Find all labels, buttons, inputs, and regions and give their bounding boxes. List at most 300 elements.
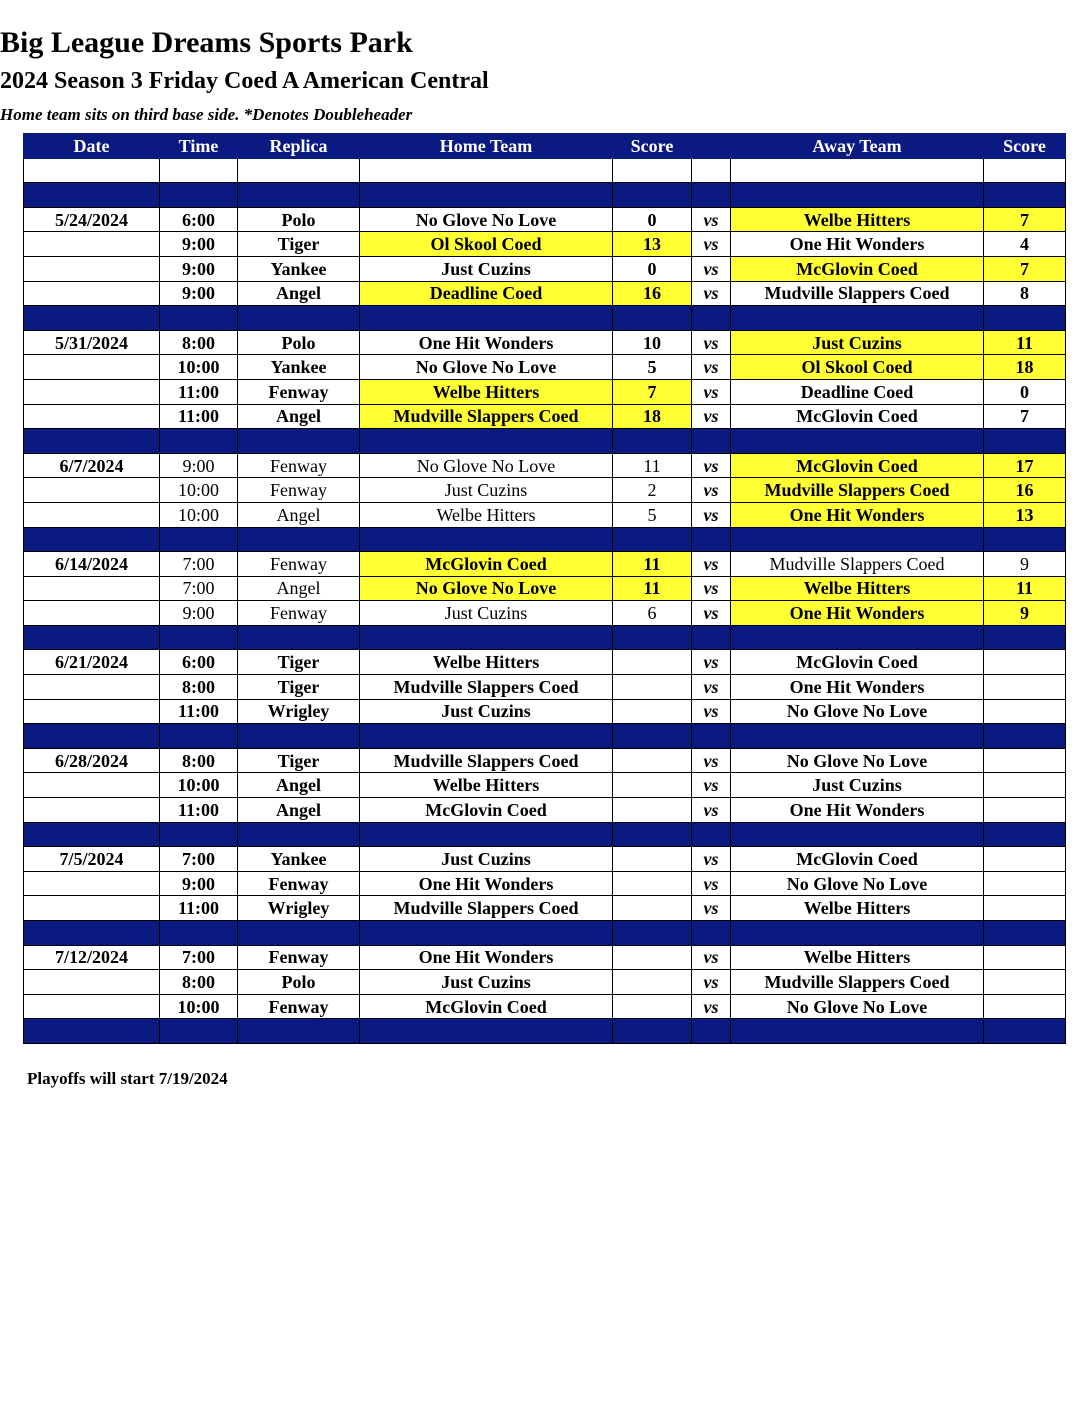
home-team-cell: McGlovin Coed (360, 552, 613, 577)
vs-cell: vs (692, 847, 731, 872)
date-cell (24, 404, 160, 429)
vs-cell: vs (692, 478, 731, 503)
away-team-cell: One Hit Wonders (731, 232, 984, 257)
replica-cell: Yankee (238, 847, 360, 872)
game-row (24, 207, 1066, 232)
home-score-cell (613, 847, 692, 872)
game-row (24, 847, 1066, 872)
separator-cell (731, 429, 984, 454)
replica-cell: Fenway (238, 871, 360, 896)
vs-cell: vs (692, 453, 731, 478)
away-team-cell: Welbe Hitters (731, 896, 984, 921)
separator-cell (731, 625, 984, 650)
time-cell: 8:00 (160, 970, 238, 995)
game-row (24, 453, 1066, 478)
home-team-cell: Welbe Hitters (360, 650, 613, 675)
replica-cell: Angel (238, 576, 360, 601)
separator-cell (731, 724, 984, 749)
week-separator-row (24, 1019, 1066, 1044)
home-score-cell: 0 (613, 207, 692, 232)
separator-cell (24, 822, 160, 847)
vs-cell: vs (692, 330, 731, 355)
away-team-cell: Ol Skool Coed (731, 355, 984, 380)
separator-cell (984, 1019, 1066, 1044)
col-header-away-score: Score (984, 134, 1066, 159)
game-row (24, 871, 1066, 896)
replica-cell: Wrigley (238, 699, 360, 724)
away-team-cell: Mudville Slappers Coed (731, 552, 984, 577)
time-cell: 9:00 (160, 232, 238, 257)
time-cell: 11:00 (160, 798, 238, 823)
date-cell: 6/14/2024 (24, 552, 160, 577)
time-cell: 7:00 (160, 847, 238, 872)
away-score-cell (984, 871, 1066, 896)
separator-cell (360, 921, 613, 946)
time-cell: 10:00 (160, 502, 238, 527)
away-score-cell: 8 (984, 281, 1066, 306)
separator-cell (160, 306, 238, 331)
away-score-cell: 11 (984, 576, 1066, 601)
game-row (24, 994, 1066, 1019)
separator-cell (613, 306, 692, 331)
game-row (24, 896, 1066, 921)
game-row (24, 945, 1066, 970)
vs-cell: vs (692, 798, 731, 823)
home-score-cell: 16 (613, 281, 692, 306)
game-row (24, 256, 1066, 281)
away-score-cell: 9 (984, 552, 1066, 577)
blank-cell (692, 158, 731, 183)
replica-cell: Fenway (238, 379, 360, 404)
date-cell (24, 798, 160, 823)
game-row (24, 478, 1066, 503)
replica-cell: Angel (238, 281, 360, 306)
separator-cell (24, 625, 160, 650)
separator-cell (692, 822, 731, 847)
replica-cell: Fenway (238, 552, 360, 577)
date-cell (24, 281, 160, 306)
vs-cell: vs (692, 404, 731, 429)
separator-cell (731, 306, 984, 331)
vs-cell: vs (692, 576, 731, 601)
date-cell (24, 478, 160, 503)
blank-cell (24, 158, 160, 183)
home-team-cell: Mudville Slappers Coed (360, 748, 613, 773)
separator-cell (613, 724, 692, 749)
separator-cell (360, 1019, 613, 1044)
separator-cell (238, 183, 360, 208)
replica-cell: Yankee (238, 256, 360, 281)
separator-cell (238, 625, 360, 650)
away-score-cell: 9 (984, 601, 1066, 626)
separator-cell (692, 429, 731, 454)
vs-cell: vs (692, 552, 731, 577)
vs-cell: vs (692, 650, 731, 675)
col-header-home-score: Score (613, 134, 692, 159)
time-cell: 9:00 (160, 871, 238, 896)
replica-cell: Fenway (238, 994, 360, 1019)
game-row (24, 379, 1066, 404)
blank-row (24, 158, 1066, 183)
home-score-cell: 5 (613, 355, 692, 380)
playoffs-note: Playoffs will start 7/19/2024 (27, 1069, 228, 1088)
vs-cell: vs (692, 970, 731, 995)
away-team-cell: Mudville Slappers Coed (731, 281, 984, 306)
separator-cell (360, 822, 613, 847)
home-score-cell: 2 (613, 478, 692, 503)
home-score-cell (613, 970, 692, 995)
home-team-cell: Ol Skool Coed (360, 232, 613, 257)
time-cell: 6:00 (160, 207, 238, 232)
game-row (24, 330, 1066, 355)
separator-cell (24, 724, 160, 749)
time-cell: 7:00 (160, 576, 238, 601)
home-team-cell: Just Cuzins (360, 478, 613, 503)
home-score-cell (613, 748, 692, 773)
game-row (24, 502, 1066, 527)
date-cell: 7/12/2024 (24, 945, 160, 970)
date-cell: 6/7/2024 (24, 453, 160, 478)
time-cell: 10:00 (160, 478, 238, 503)
col-header-time: Time (160, 134, 238, 159)
separator-cell (692, 306, 731, 331)
replica-cell: Tiger (238, 232, 360, 257)
date-cell: 7/5/2024 (24, 847, 160, 872)
separator-cell (731, 1019, 984, 1044)
separator-cell (24, 183, 160, 208)
separator-cell (613, 527, 692, 552)
separator-cell (160, 183, 238, 208)
home-team-cell: Just Cuzins (360, 256, 613, 281)
date-cell (24, 994, 160, 1019)
home-team-cell: Mudville Slappers Coed (360, 896, 613, 921)
replica-cell: Fenway (238, 453, 360, 478)
away-team-cell: No Glove No Love (731, 699, 984, 724)
week-separator-row (24, 527, 1066, 552)
separator-cell (613, 822, 692, 847)
date-cell (24, 675, 160, 700)
col-header-vs (692, 134, 731, 159)
separator-cell (613, 429, 692, 454)
away-team-cell: Mudville Slappers Coed (731, 478, 984, 503)
away-score-cell (984, 994, 1066, 1019)
blank-cell (360, 158, 613, 183)
vs-cell: vs (692, 232, 731, 257)
home-team-cell: No Glove No Love (360, 207, 613, 232)
separator-cell (692, 1019, 731, 1044)
time-cell: 7:00 (160, 945, 238, 970)
away-team-cell: No Glove No Love (731, 748, 984, 773)
vs-cell: vs (692, 601, 731, 626)
home-score-cell: 10 (613, 330, 692, 355)
home-score-cell (613, 994, 692, 1019)
separator-cell (360, 306, 613, 331)
time-cell: 7:00 (160, 552, 238, 577)
home-score-cell: 11 (613, 576, 692, 601)
time-cell: 8:00 (160, 748, 238, 773)
separator-cell (692, 527, 731, 552)
separator-cell (613, 1019, 692, 1044)
away-score-cell: 7 (984, 404, 1066, 429)
date-cell: 5/31/2024 (24, 330, 160, 355)
separator-cell (24, 527, 160, 552)
date-cell (24, 232, 160, 257)
home-score-cell: 5 (613, 502, 692, 527)
date-cell (24, 256, 160, 281)
home-score-cell (613, 896, 692, 921)
vs-cell: vs (692, 281, 731, 306)
away-score-cell: 7 (984, 207, 1066, 232)
separator-cell (613, 183, 692, 208)
away-score-cell: 13 (984, 502, 1066, 527)
date-cell (24, 871, 160, 896)
home-team-cell: Just Cuzins (360, 601, 613, 626)
away-team-cell: One Hit Wonders (731, 502, 984, 527)
col-header-home-team: Home Team (360, 134, 613, 159)
separator-cell (984, 527, 1066, 552)
separator-cell (238, 306, 360, 331)
vs-cell: vs (692, 773, 731, 798)
vs-cell: vs (692, 994, 731, 1019)
game-row (24, 748, 1066, 773)
replica-cell: Fenway (238, 945, 360, 970)
separator-cell (984, 921, 1066, 946)
date-cell: 6/28/2024 (24, 748, 160, 773)
away-score-cell (984, 896, 1066, 921)
away-team-cell: One Hit Wonders (731, 798, 984, 823)
away-score-cell (984, 699, 1066, 724)
vs-cell: vs (692, 945, 731, 970)
blank-cell (613, 158, 692, 183)
vs-cell: vs (692, 675, 731, 700)
schedule-note: Home team sits on third base side. *Denotes Doubleheader (0, 105, 413, 124)
week-separator-row (24, 921, 1066, 946)
date-cell (24, 699, 160, 724)
replica-cell: Fenway (238, 478, 360, 503)
separator-cell (613, 625, 692, 650)
page-subtitle: 2024 Season 3 Friday Coed A American Central (0, 68, 489, 94)
home-score-cell (613, 650, 692, 675)
home-score-cell: 18 (613, 404, 692, 429)
vs-cell: vs (692, 748, 731, 773)
away-team-cell: Welbe Hitters (731, 207, 984, 232)
home-team-cell: Welbe Hitters (360, 379, 613, 404)
home-team-cell: Just Cuzins (360, 847, 613, 872)
replica-cell: Angel (238, 404, 360, 429)
away-team-cell: No Glove No Love (731, 994, 984, 1019)
blank-cell (731, 158, 984, 183)
time-cell: 8:00 (160, 330, 238, 355)
replica-cell: Polo (238, 970, 360, 995)
home-team-cell: Welbe Hitters (360, 502, 613, 527)
separator-cell (731, 183, 984, 208)
away-score-cell (984, 748, 1066, 773)
separator-cell (24, 921, 160, 946)
away-score-cell: 18 (984, 355, 1066, 380)
page-title: Big League Dreams Sports Park (0, 26, 413, 59)
replica-cell: Angel (238, 798, 360, 823)
home-score-cell: 11 (613, 552, 692, 577)
separator-cell (360, 625, 613, 650)
separator-cell (984, 429, 1066, 454)
away-team-cell: Mudville Slappers Coed (731, 970, 984, 995)
game-row (24, 552, 1066, 577)
away-score-cell (984, 773, 1066, 798)
vs-cell: vs (692, 379, 731, 404)
home-score-cell (613, 798, 692, 823)
separator-cell (984, 183, 1066, 208)
replica-cell: Yankee (238, 355, 360, 380)
separator-cell (984, 724, 1066, 749)
blank-cell (238, 158, 360, 183)
separator-cell (692, 183, 731, 208)
vs-cell: vs (692, 502, 731, 527)
game-row (24, 281, 1066, 306)
time-cell: 9:00 (160, 281, 238, 306)
away-score-cell (984, 675, 1066, 700)
time-cell: 11:00 (160, 379, 238, 404)
replica-cell: Wrigley (238, 896, 360, 921)
away-score-cell (984, 798, 1066, 823)
separator-cell (360, 724, 613, 749)
vs-cell: vs (692, 256, 731, 281)
date-cell (24, 970, 160, 995)
separator-cell (984, 625, 1066, 650)
separator-cell (692, 921, 731, 946)
week-separator-row (24, 625, 1066, 650)
vs-cell: vs (692, 896, 731, 921)
week-separator-row (24, 183, 1066, 208)
home-score-cell (613, 773, 692, 798)
away-score-cell (984, 970, 1066, 995)
separator-cell (24, 1019, 160, 1044)
away-team-cell: Just Cuzins (731, 330, 984, 355)
home-score-cell: 0 (613, 256, 692, 281)
separator-cell (360, 183, 613, 208)
separator-cell (24, 306, 160, 331)
away-team-cell: McGlovin Coed (731, 453, 984, 478)
home-team-cell: Just Cuzins (360, 970, 613, 995)
replica-cell: Tiger (238, 748, 360, 773)
away-team-cell: Just Cuzins (731, 773, 984, 798)
away-team-cell: Welbe Hitters (731, 945, 984, 970)
away-score-cell (984, 847, 1066, 872)
date-cell (24, 576, 160, 601)
separator-cell (360, 527, 613, 552)
date-cell (24, 601, 160, 626)
time-cell: 9:00 (160, 601, 238, 626)
separator-cell (692, 724, 731, 749)
separator-cell (24, 429, 160, 454)
time-cell: 9:00 (160, 453, 238, 478)
separator-cell (984, 306, 1066, 331)
replica-cell: Angel (238, 773, 360, 798)
home-team-cell: Mudville Slappers Coed (360, 404, 613, 429)
date-cell (24, 355, 160, 380)
separator-cell (238, 527, 360, 552)
home-score-cell: 6 (613, 601, 692, 626)
separator-cell (160, 429, 238, 454)
away-score-cell (984, 650, 1066, 675)
time-cell: 11:00 (160, 699, 238, 724)
game-row (24, 970, 1066, 995)
away-team-cell: McGlovin Coed (731, 256, 984, 281)
separator-cell (731, 921, 984, 946)
home-score-cell: 7 (613, 379, 692, 404)
away-score-cell: 0 (984, 379, 1066, 404)
time-cell: 10:00 (160, 355, 238, 380)
time-cell: 10:00 (160, 994, 238, 1019)
separator-cell (160, 527, 238, 552)
vs-cell: vs (692, 207, 731, 232)
week-separator-row (24, 724, 1066, 749)
home-score-cell (613, 871, 692, 896)
replica-cell: Polo (238, 330, 360, 355)
col-header-away-team: Away Team (731, 134, 984, 159)
vs-cell: vs (692, 355, 731, 380)
separator-cell (238, 724, 360, 749)
separator-cell (238, 429, 360, 454)
away-score-cell: 17 (984, 453, 1066, 478)
game-row (24, 576, 1066, 601)
blank-cell (984, 158, 1066, 183)
separator-cell (160, 1019, 238, 1044)
schedule-table (23, 133, 1066, 1044)
separator-cell (238, 921, 360, 946)
away-team-cell: McGlovin Coed (731, 404, 984, 429)
separator-cell (692, 625, 731, 650)
away-team-cell: Welbe Hitters (731, 576, 984, 601)
home-score-cell (613, 675, 692, 700)
home-score-cell (613, 945, 692, 970)
home-team-cell: Welbe Hitters (360, 773, 613, 798)
game-row (24, 601, 1066, 626)
separator-cell (984, 822, 1066, 847)
away-score-cell: 4 (984, 232, 1066, 257)
time-cell: 10:00 (160, 773, 238, 798)
game-row (24, 355, 1066, 380)
separator-cell (360, 429, 613, 454)
home-team-cell: McGlovin Coed (360, 994, 613, 1019)
game-row (24, 650, 1066, 675)
away-team-cell: One Hit Wonders (731, 675, 984, 700)
separator-cell (238, 822, 360, 847)
separator-cell (613, 921, 692, 946)
separator-cell (160, 625, 238, 650)
separator-cell (731, 527, 984, 552)
week-separator-row (24, 306, 1066, 331)
away-team-cell: No Glove No Love (731, 871, 984, 896)
away-team-cell: McGlovin Coed (731, 847, 984, 872)
away-score-cell: 16 (984, 478, 1066, 503)
replica-cell: Polo (238, 207, 360, 232)
home-team-cell: No Glove No Love (360, 453, 613, 478)
replica-cell: Tiger (238, 675, 360, 700)
game-row (24, 798, 1066, 823)
home-team-cell: Just Cuzins (360, 699, 613, 724)
home-team-cell: Deadline Coed (360, 281, 613, 306)
vs-cell: vs (692, 699, 731, 724)
separator-cell (160, 724, 238, 749)
time-cell: 6:00 (160, 650, 238, 675)
home-score-cell: 11 (613, 453, 692, 478)
date-cell (24, 773, 160, 798)
replica-cell: Fenway (238, 601, 360, 626)
vs-cell: vs (692, 871, 731, 896)
time-cell: 11:00 (160, 404, 238, 429)
away-team-cell: McGlovin Coed (731, 650, 984, 675)
date-cell: 6/21/2024 (24, 650, 160, 675)
